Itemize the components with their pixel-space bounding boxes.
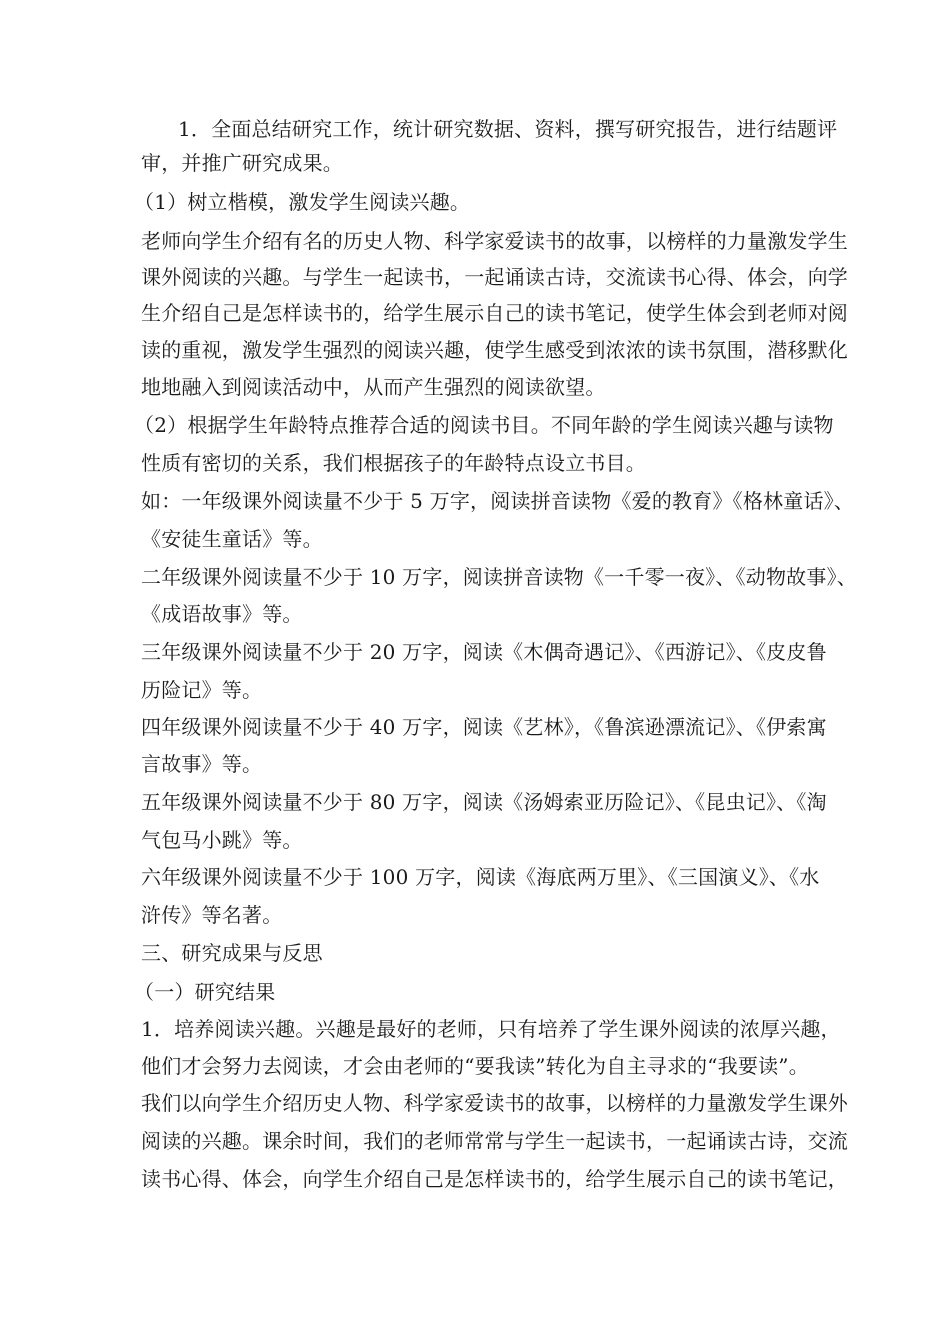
text-line: 《安徒生童话》等。 xyxy=(141,527,323,551)
text-line: 气包马小跳》等。 xyxy=(141,828,303,852)
text-line: 1．全面总结研究工作，统计研究数据、资料，撰写研究报告，进行结题评 xyxy=(178,117,838,141)
text-line: 课外阅读的兴趣。与学生一起读书，一起诵读古诗，交流读书心得、体会，向学 xyxy=(141,265,848,289)
text-line: 六年级课外阅读量不少于 100 万字，阅读《海底两万里》、《三国演义》、《水 xyxy=(141,865,820,889)
text-line: 浒传》等名著。 xyxy=(141,903,283,927)
text-line: 我们以向学生介绍历史人物、科学家爱读书的故事，以榜样的力量激发学生课外 xyxy=(141,1091,848,1115)
text-line: 读书心得、体会，向学生介绍自己是怎样读书的，给学生展示自己的读书笔记， xyxy=(141,1167,848,1191)
text-line: 阅读的兴趣。课余时间，我们的老师常常与学生一起读书，一起诵读古诗，交流 xyxy=(141,1129,848,1153)
text-line: （一）研究结果 xyxy=(134,980,276,1004)
text-line: 三年级课外阅读量不少于 20 万字，阅读《木偶奇遇记》、《西游记》、《皮皮鲁 xyxy=(141,640,827,664)
text-line: 四年级课外阅读量不少于 40 万字，阅读《艺林》，《鲁滨逊漂流记》、《伊索寓 xyxy=(141,715,827,739)
text-line: 《成语故事》等。 xyxy=(141,602,303,626)
text-line: 生介绍自己是怎样读书的，给学生展示自己的读书笔记，使学生体会到老师对阅 xyxy=(141,301,848,325)
text-line: 如：一年级课外阅读量不少于 5 万字，阅读拼音读物《爱的教育》《格林童话》、 xyxy=(141,489,855,513)
text-line: 五年级课外阅读量不少于 80 万字，阅读《汤姆索亚历险记》、《昆虫记》、《淘 xyxy=(141,790,827,814)
text-line: 老师向学生介绍有名的历史人物、科学家爱读书的故事，以榜样的力量激发学生 xyxy=(141,229,848,253)
text-line: 地地融入到阅读活动中，从而产生强烈的阅读欲望。 xyxy=(141,375,606,399)
text-line: 他们才会努力去阅读，才会由老师的“要我读”转化为自主寻求的“我要读”。 xyxy=(141,1054,809,1078)
text-line: （2）根据学生年龄特点推荐合适的阅读书目。不同年龄的学生阅读兴趣与读物 xyxy=(134,413,834,437)
text-line: 性质有密切的关系，我们根据孩子的年龄特点设立书目。 xyxy=(141,451,646,475)
text-line: 历险记》等。 xyxy=(141,678,263,702)
text-line: 三、研究成果与反思 xyxy=(141,941,323,965)
text-line: 言故事》等。 xyxy=(141,752,263,776)
text-line: 1．培养阅读兴趣。兴趣是最好的老师，只有培养了学生课外阅读的浓厚兴趣， xyxy=(141,1017,841,1041)
text-line: （1）树立楷模，激发学生阅读兴趣。 xyxy=(134,190,471,214)
text-line: 二年级课外阅读量不少于 10 万字，阅读拼音读物《一千零一夜》、《动物故事》、 xyxy=(141,565,857,589)
text-line: 审，并推广研究成果。 xyxy=(141,151,343,175)
text-line: 读的重视，激发学生强烈的阅读兴趣，使学生感受到浓浓的读书氛围，潜移默化 xyxy=(141,338,848,362)
